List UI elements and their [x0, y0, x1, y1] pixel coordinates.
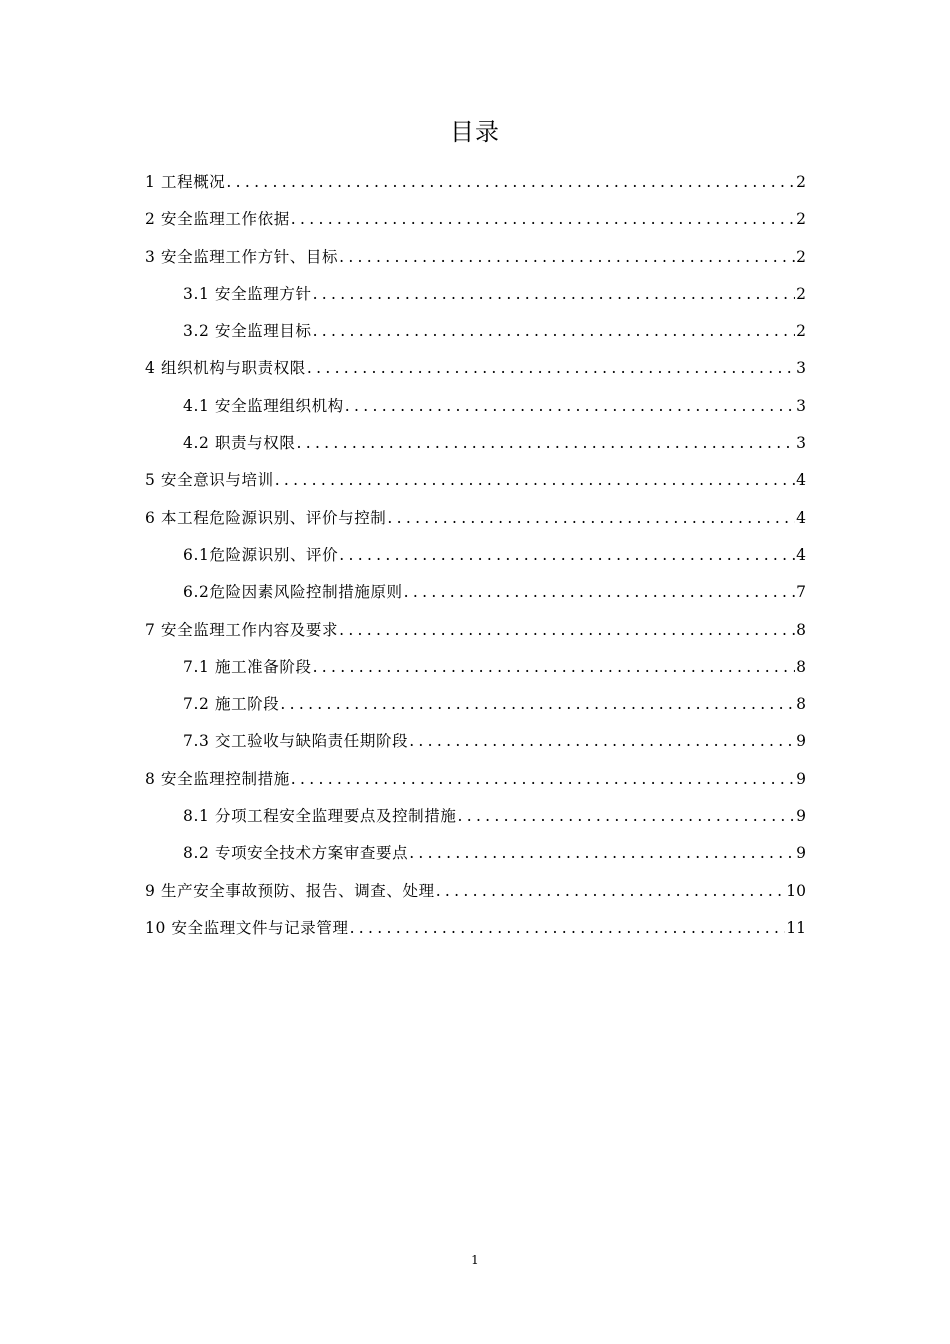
toc-dot-leader: [291, 761, 795, 798]
toc-entry-label: 6.1危险源识别、评价: [183, 545, 339, 564]
toc-entry-page: 11: [786, 918, 806, 937]
toc-dot-leader: [409, 835, 795, 872]
toc-dot-leader: [339, 239, 795, 276]
toc-dot-leader: [313, 276, 796, 313]
toc-entry-label: 4.2 职责与权限: [183, 434, 296, 453]
toc-entry-page: 2: [796, 210, 806, 229]
toc-entry-label: 8.2 专项安全技术方案审查要点: [183, 844, 409, 863]
toc-entry-label: 1 工程概况: [145, 173, 226, 191]
toc-entry-label: 8 安全监理控制措施: [145, 769, 290, 788]
toc-dot-leader: [409, 723, 795, 760]
toc-subentry[interactable]: [145, 388, 806, 425]
toc-entry-label: 3 安全监理工作方针、目标: [145, 247, 339, 266]
toc-dot-leader: [457, 798, 795, 835]
toc-dot-leader: [387, 500, 795, 537]
toc-entry[interactable]: [145, 612, 806, 649]
toc-entry[interactable]: [145, 350, 806, 387]
toc-dot-leader: [280, 686, 795, 723]
toc-dot-leader: [404, 574, 795, 611]
toc-entry-page: 10: [786, 881, 806, 900]
toc-entry-label: 2 安全监理工作依据: [145, 210, 290, 229]
toc-subentry[interactable]: [145, 686, 806, 723]
toc-dot-leader: [275, 462, 795, 499]
toc-dot-leader: [436, 873, 786, 910]
toc-entry-page: 4: [796, 545, 806, 564]
toc-entry[interactable]: [145, 239, 806, 276]
toc-entry-page: 2: [796, 247, 806, 266]
toc-entry-page: 8: [796, 657, 806, 676]
toc-entry-label: 3.2 安全监理目标: [183, 322, 312, 341]
toc-dot-leader: [350, 910, 786, 947]
toc-entry-label: 7.3 交工验收与缺陷责任期阶段: [183, 732, 409, 751]
toc-entry-label: 7 安全监理工作内容及要求: [145, 620, 339, 639]
toc-entry-page: 8: [796, 620, 806, 639]
toc-entry-page: 9: [796, 732, 806, 751]
toc-entry-label: 7.1 施工准备阶段: [183, 657, 312, 676]
toc-entry-label: 8.1 分项工程安全监理要点及控制措施: [183, 807, 457, 826]
toc-entry-label: 6.2危险因素风险控制措施原则: [183, 583, 403, 602]
toc-subentry[interactable]: [145, 276, 806, 313]
toc-entry-label: 7.2 施工阶段: [183, 695, 280, 714]
toc-entry-page: 2: [796, 173, 806, 191]
toc-entry-page: 9: [796, 807, 806, 826]
toc-entry[interactable]: [145, 462, 806, 499]
toc-entry-page: 2: [796, 284, 806, 303]
toc-dot-leader: [313, 649, 796, 686]
toc-entry-page: 8: [796, 695, 806, 714]
toc-dot-leader: [345, 388, 795, 425]
toc-entry-label: 5 安全意识与培训: [145, 471, 274, 490]
toc-entry-label: 4 组织机构与职责权限: [145, 359, 306, 378]
toc-entry-page: 4: [796, 471, 806, 490]
toc-entry-page: 3: [796, 359, 806, 378]
table-of-contents: [145, 164, 806, 947]
toc-entry-label: 6 本工程危险源识别、评价与控制: [145, 508, 387, 527]
toc-entry[interactable]: [145, 873, 806, 910]
toc-dot-leader: [291, 201, 795, 238]
toc-dot-leader: [296, 425, 795, 462]
toc-dot-leader: [339, 612, 795, 649]
toc-entry[interactable]: [145, 164, 806, 201]
toc-entry-label: 10 安全监理文件与记录管理: [145, 918, 349, 937]
toc-subentry[interactable]: [145, 649, 806, 686]
toc-dot-leader: [226, 164, 795, 201]
toc-entry[interactable]: [145, 761, 806, 798]
toc-entry[interactable]: [145, 201, 806, 238]
toc-subentry[interactable]: [145, 574, 806, 611]
toc-entry-label: 3.1 安全监理方针: [183, 284, 312, 303]
toc-entry-page: 4: [796, 508, 806, 527]
toc-subentry[interactable]: [145, 313, 806, 350]
toc-entry-page: 3: [796, 434, 806, 453]
toc-title: 目录: [450, 118, 500, 146]
toc-entry-page: 7: [796, 583, 806, 602]
toc-entry-page: 9: [796, 844, 806, 863]
toc-subentry[interactable]: [145, 537, 806, 574]
toc-entry-page: 2: [796, 322, 806, 341]
toc-entry[interactable]: [145, 500, 806, 537]
toc-entry-label: 4.1 安全监理组织机构: [183, 396, 344, 415]
toc-subentry[interactable]: [145, 723, 806, 760]
toc-entry-page: 3: [796, 396, 806, 415]
toc-subentry[interactable]: [145, 835, 806, 872]
toc-dot-leader: [313, 313, 796, 350]
toc-entry-label: 9 生产安全事故预防、报告、调查、处理: [145, 881, 435, 900]
page-number: 1: [471, 1253, 479, 1267]
toc-entry-page: 9: [796, 769, 806, 788]
toc-dot-leader: [307, 350, 795, 387]
toc-subentry[interactable]: [145, 798, 806, 835]
toc-subentry[interactable]: [145, 425, 806, 462]
toc-entry[interactable]: [145, 910, 806, 947]
toc-dot-leader: [339, 537, 795, 574]
